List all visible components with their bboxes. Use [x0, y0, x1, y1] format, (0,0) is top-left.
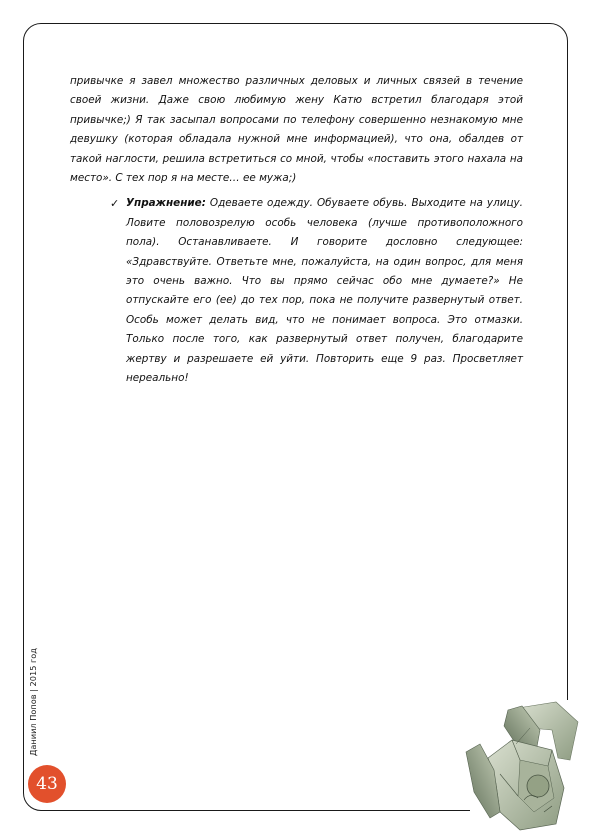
checkmark-icon: ✓ — [110, 197, 120, 211]
exercise-term: Упражнение: — [126, 197, 206, 210]
exercise-text: Одеваете одежду. Обуваете обувь. Выходите на улицу. Ловите половозрелую особь человека (лучше противоположного пола). Останавливаете. И говорите дословно следующее: «Здравствуйте. Ответьте мне, пожалуйста, на один вопрос, для меня это очень важно. Что вы прямо сейчас обо мне думаете?» Не отпускайте его (ее) до тех пор, пока не получите развернутый ответ. Особь может делать вид, что не понимает вопроса. Это отмазки. Только после того, как развернутый ответ получен, благодарите жертву и разрешаете ей уйти. Повторить еще 9 раз. Просветляет нереально! — [126, 197, 523, 385]
author-year-label: Даниил Попов | 2015 год — [28, 648, 38, 756]
exercise-list — [70, 194, 523, 388]
origami-dollar-dog-image — [460, 700, 585, 831]
page-number: 43 — [36, 774, 58, 794]
page-content — [70, 72, 523, 389]
list-item — [110, 194, 523, 388]
body-paragraph: привычке я завел множество различных деловых и личных связей в течение своей жизни. Даже свою любимую жену Катю встретил благодаря этой привычке;) Я так засыпал вопросами по телефону совершенно незнакомую мне девушку (которая обладала нужной мне информацией), что она, обалдев от такой наглости, решила встретиться со мной, чтобы «поставить этого нахала на место». С тех пор я на месте… ее мужа;) — [70, 75, 523, 185]
page-number-badge — [28, 765, 66, 803]
